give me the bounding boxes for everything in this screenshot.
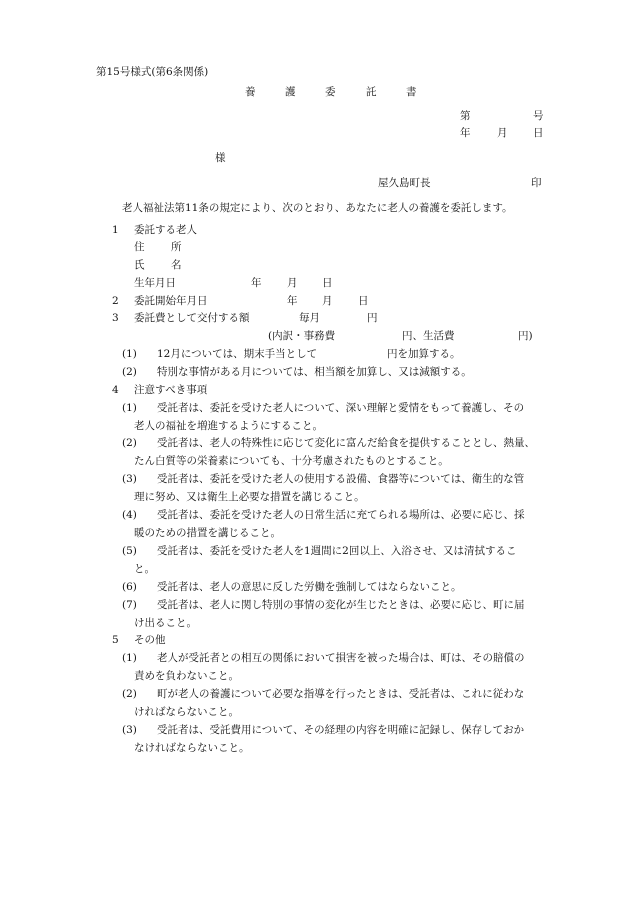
item-text: 受託者は、老人の特殊性に応じて変化に富んだ給食を提供することとし、熱量、	[157, 437, 535, 449]
item-text: 円を加算する。	[387, 348, 461, 360]
item-text-cont: 理に努め、又は衛生上必要な措置を講じること。	[134, 491, 365, 503]
item-number: (2)	[122, 366, 137, 378]
breakdown-living: 円、生活費	[402, 330, 455, 342]
item-number: (1)	[122, 402, 137, 414]
item-text: 受託者は、委託を受けた老人の日常生活に充てられる場所は、必要に応じ、採	[157, 509, 525, 521]
date-year: 年	[460, 127, 471, 139]
birth-day: 日	[322, 277, 333, 289]
title-char: 書	[406, 86, 417, 98]
start-month: 月	[322, 295, 333, 307]
name-label-b: 名	[171, 259, 182, 271]
address-label-b: 所	[171, 241, 182, 253]
item-text: 受託者は、老人に関し特別の事情の変化が生じたときは、必要に応じ、町に届	[157, 599, 525, 611]
item-text: 受託者は、委託を受けた老人を1週間に2回以上、入浴させ、又は清拭するこ	[157, 545, 517, 557]
section-number: 1	[112, 224, 119, 236]
item-number: (6)	[122, 581, 137, 593]
name-label-a: 氏	[134, 259, 145, 271]
yen-unit: 円	[367, 312, 378, 324]
breakdown-admin: (内訳・事務費	[268, 330, 336, 342]
addressee-suffix: 様	[215, 152, 226, 164]
intro-text: 老人福祉法第11条の規定により、次のとおり、あなたに老人の養護を委託します。	[122, 202, 513, 214]
item-text: 特別な事情がある月については、相当額を加算し、又は減額する。	[157, 366, 472, 378]
item-text-cont: け出ること。	[134, 617, 197, 629]
item-text: 受託者は、委託を受けた老人について、深い理解と愛情をもって養護し、その	[157, 402, 525, 414]
monthly-label: 毎月	[299, 312, 320, 324]
item-text-cont: ければならないこと。	[134, 706, 239, 718]
start-year: 年	[287, 295, 298, 307]
item-text: 受託者は、老人の意思に反した労働を強制してはならないこと。	[157, 581, 462, 593]
date-day: 日	[533, 127, 544, 139]
birth-year: 年	[251, 277, 262, 289]
item-number: (5)	[122, 545, 137, 557]
date-month: 月	[497, 127, 508, 139]
item-number: (2)	[122, 437, 137, 449]
address-label-a: 住	[134, 241, 145, 253]
title-char: 護	[285, 86, 296, 98]
section-title: 委託する老人	[134, 224, 197, 236]
item-number: (7)	[122, 599, 137, 611]
item-number: (4)	[122, 509, 137, 521]
section-number: 4	[112, 384, 119, 396]
issuer-seal: 印	[531, 177, 542, 189]
section-title: その他	[134, 634, 166, 646]
form-label: 第15号様式(第6条関係)	[96, 66, 209, 78]
item-text-cont: と。	[134, 563, 155, 575]
item-number: (3)	[122, 724, 137, 736]
item-text-cont: 暖のための措置を講じること。	[134, 527, 281, 539]
birth-month: 月	[287, 277, 298, 289]
title-char: 委	[325, 86, 336, 98]
start-day: 日	[358, 295, 369, 307]
section-number: 5	[112, 634, 119, 646]
item-text-cont: たん白質等の栄養素についても、十分考慮されたものとすること。	[134, 455, 449, 467]
issuer-name: 屋久島町長	[378, 177, 431, 189]
item-number: (1)	[122, 348, 137, 360]
title-char: 養	[245, 86, 256, 98]
item-number: (1)	[122, 652, 137, 664]
item-text: 12月については、期末手当として	[157, 348, 318, 360]
section-number: 2	[112, 295, 119, 307]
item-text-cont: なければならないこと。	[134, 742, 250, 754]
number-prefix: 第	[460, 110, 471, 122]
breakdown-close: 円)	[518, 330, 533, 342]
number-suffix: 号	[533, 110, 544, 122]
item-number: (2)	[122, 688, 137, 700]
item-text: 受託者は、委託を受けた老人の使用する設備、食器等については、衛生的な管	[157, 473, 525, 485]
title-char: 託	[366, 86, 377, 98]
item-number: (3)	[122, 473, 137, 485]
item-text: 受託者は、受託費用について、その経理の内容を明確に記録し、保存しておか	[157, 724, 525, 736]
item-text: 老人が受託者との相互の関係において損害を被った場合は、町は、その賠償の	[157, 652, 525, 664]
item-text: 町が老人の養護について必要な指導を行ったときは、受託者は、これに従わな	[157, 688, 525, 700]
section-title: 注意すべき事項	[134, 384, 208, 396]
item-text-cont: 老人の福祉を増進するようにすること。	[134, 420, 323, 432]
section-number: 3	[112, 312, 119, 324]
item-text-cont: 責めを負わないこと。	[134, 670, 239, 682]
birthdate-label: 生年月日	[134, 277, 176, 289]
section-title: 委託費として交付する額	[134, 312, 250, 324]
section-title: 委託開始年月日	[134, 295, 208, 307]
